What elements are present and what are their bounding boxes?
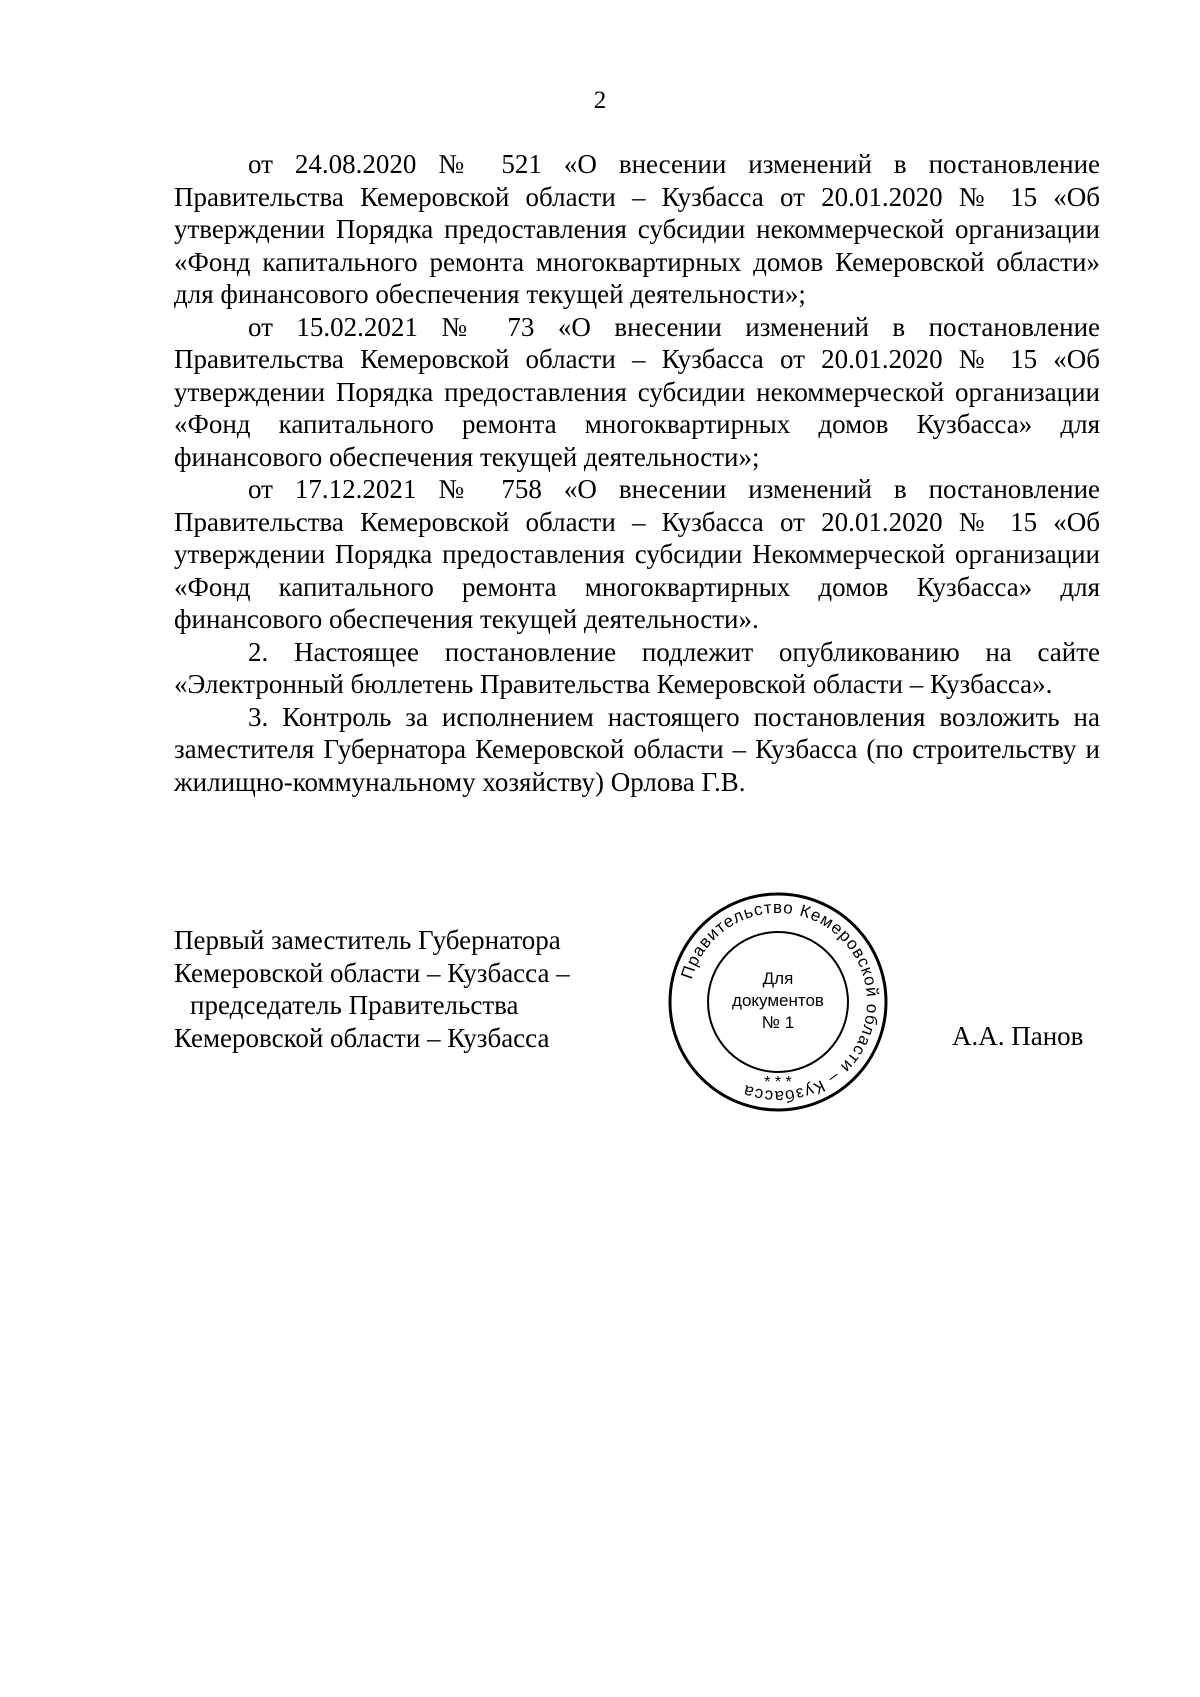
paragraph-amendment-2021-feb: от 15.02.2021 № 73 «О внесении изменений в постановление Правительства Кемеровской области – Кузбасса от 20.01.2020 № 15 «Об утверждении Порядка предоставления субсидии некоммерческой организации «Фонд капитального ремонта многоквартирных домов Кузбасса» для финансового обеспечения текущей деятельности»;: [174, 311, 1100, 472]
paragraph-amendment-2020: от 24.08.2020 № 521 «О внесении изменений в постановление Правительства Кемеровской области – Кузбасса от 20.01.2020 № 15 «Об утверждении Порядка предоставления субсидии некоммерческой организации «Фонд капитального ремонта многоквартирных домов Кемеровской области» для финансового обеспечения текущей деятельности»;: [174, 149, 1100, 309]
paragraph-control: 3. Контроль за исполнением настоящего постановления возложить на заместителя Губернатора Кемеровской области – Кузбасса (по строительству и жилищно-коммунальному хозяйству) Орлова Г.В.: [174, 701, 1100, 797]
official-stamp: [664, 888, 892, 1116]
signatory-title-line: Первый заместитель Губернатора: [174, 925, 561, 955]
signatory-title-line: Кемеровской области – Кузбасса: [174, 1022, 550, 1053]
signatory-title-line: Кемеровской области – Кузбасса –: [174, 957, 570, 988]
stamp-ring-text: Правительство Кемеровской области – Кузбасса: [677, 897, 883, 1107]
page-number: 2: [593, 87, 607, 114]
document-body: [174, 148, 1100, 798]
paragraph-amendment-2021-dec: от 17.12.2021 № 758 «О внесении изменений в постановление Правительства Кемеровской области – Кузбасса от 20.01.2020 № 15 «Об утверждении Порядка предоставления субсидии Некоммерческой организации «Фонд капитального ремонта многоквартирных домов Кузбасса» для финансового обеспечения текущей деятельности».: [174, 474, 1100, 634]
stamp-stars: * * *: [764, 1074, 792, 1091]
signatory-title: [174, 924, 614, 1054]
signatory-title-line: председатель Правительства: [190, 990, 519, 1020]
stamp-center-line: № 1: [761, 1013, 795, 1032]
stamp-center-line: Для: [762, 969, 794, 988]
stamp-center-line: документов: [732, 991, 824, 1010]
paragraph-publication: 2. Настоящее постановление подлежит опубликованию на сайте «Электронный бюллетень Правительства Кемеровской области – Кузбасса».: [174, 636, 1100, 699]
signer-name: А.А. Панов: [952, 1021, 1084, 1051]
